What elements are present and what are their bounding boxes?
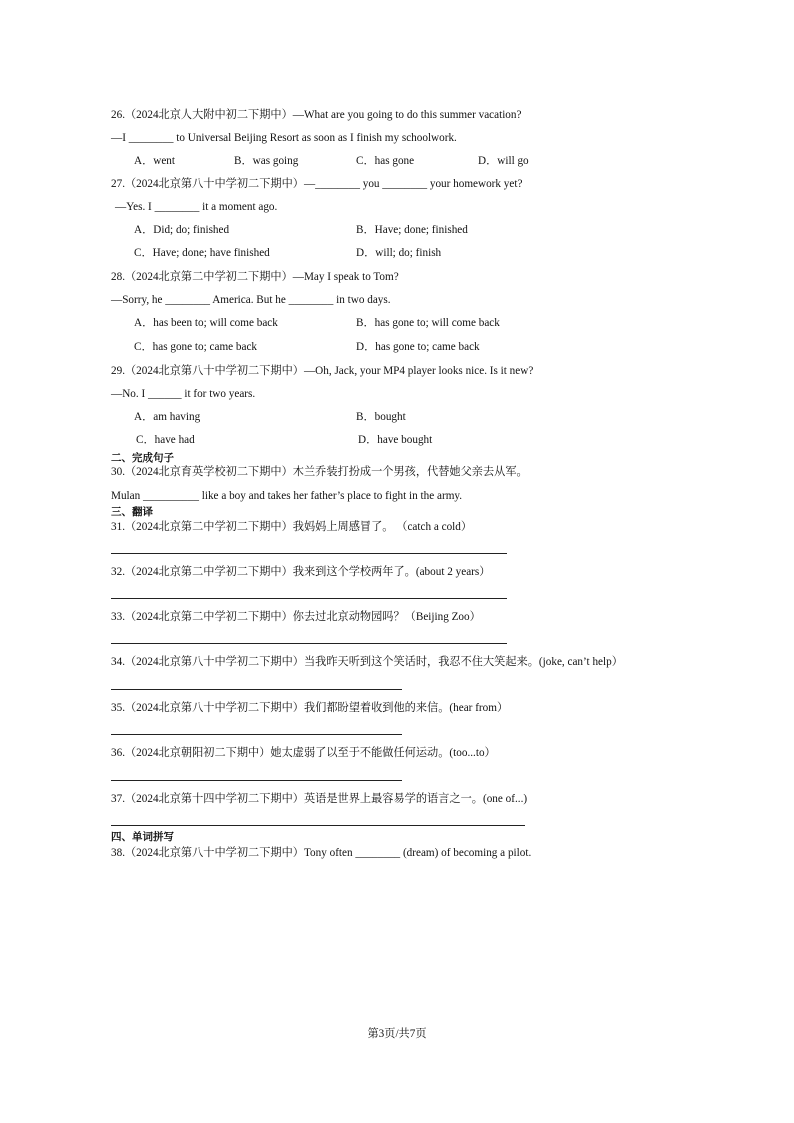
q27-option-b: B．Have; done; finished (356, 224, 468, 236)
q28-stem: 28.（2024北京第二中学初二下期中）—May I speak to Tom? (111, 271, 399, 283)
q26-stem: 26.（2024北京人大附中初二下期中）—What are you going to do this summer vacation? (111, 109, 522, 121)
q32-prompt: 32.（2024北京第二中学初二下期中）我来到这个学校两年了。(about 2 years） (111, 566, 491, 578)
q26-line2: —I ________ to Universal Beijing Resort as soon as I finish my schoolwork. (111, 132, 457, 144)
section-heading-complete-sentences: 二、完成句子 (111, 452, 174, 464)
page-number: 第3页/共7页 (367, 1028, 427, 1040)
q32-answer-line[interactable] (111, 598, 507, 599)
q35-prompt: 35.（2024北京第八十中学初二下期中）我们都盼望着收到他的来信。(hear from） (111, 702, 509, 714)
section-heading-translation: 三、翻译 (111, 506, 153, 518)
q36-answer-line[interactable] (111, 780, 402, 781)
q29-option-a: A．am having (134, 411, 201, 423)
q31-answer-line[interactable] (111, 553, 507, 554)
q26-option-d: D．will go (478, 155, 529, 167)
q37-answer-line[interactable] (111, 825, 525, 826)
q28-line2: —Sorry, he ________ America. But he ________ in two days. (111, 294, 391, 306)
q31-prompt: 31.（2024北京第二中学初二下期中）我妈妈上周感冒了。 （catch a cold） (111, 521, 473, 533)
q29-option-b: B．bought (356, 411, 406, 423)
section-heading-spelling: 四、单词拼写 (111, 831, 174, 843)
q36-prompt: 36.（2024北京朝阳初二下期中）她太虚弱了以至于不能做任何运动。(too...to） (111, 747, 496, 759)
q38-stem: 38.（2024北京第八十中学初二下期中）Tony often ________ (dream) of becoming a pilot. (111, 847, 532, 859)
q26-option-b: B．was going (234, 155, 299, 167)
q29-option-c: C．have had (136, 434, 195, 446)
q27-option-a: A．Did; do; finished (134, 224, 230, 236)
q33-prompt: 33.（2024北京第二中学初二下期中）你去过北京动物园吗？（Beijing Zoo） (111, 611, 481, 623)
q27-option-c: C．Have; done; have finished (134, 247, 270, 259)
q29-stem: 29.（2024北京第八十中学初二下期中）—Oh, Jack, your MP4 player looks nice. Is it new? (111, 365, 534, 377)
q28-option-c: C．has gone to; came back (134, 341, 258, 353)
q29-line2: —No. I ______ it for two years. (111, 388, 256, 400)
q34-answer-line[interactable] (111, 689, 402, 690)
q26-option-c: C．has gone (356, 155, 415, 167)
q34-prompt: 34.（2024北京第八十中学初二下期中）当我昨天听到这个笑话时，我忍不住大笑起来。(joke, can’t help） (111, 656, 623, 668)
q27-line2: —Yes. I ________ it a moment ago. (115, 201, 278, 213)
q28-option-b: B．has gone to; will come back (356, 317, 500, 329)
q28-option-a: A．has been to; will come back (134, 317, 278, 329)
q29-option-d: D．have bought (358, 434, 433, 446)
q26-option-a: A．went (134, 155, 176, 167)
q30-stem: 30.（2024北京育英学校初二下期中）木兰乔装打扮成一个男孩，代替她父亲去从军。 (111, 466, 528, 478)
q35-answer-line[interactable] (111, 734, 402, 735)
q27-option-d: D．will; do; finish (356, 247, 442, 259)
q30-line: Mulan __________ like a boy and takes her father’s place to fight in the army. (111, 490, 463, 502)
q37-prompt: 37.（2024北京第十四中学初二下期中）英语是世界上最容易学的语言之一。(one of...) (111, 793, 528, 805)
q28-option-d: D．has gone to; came back (356, 341, 480, 353)
q33-answer-line[interactable] (111, 643, 507, 644)
q27-stem: 27.（2024北京第八十中学初二下期中）—________ you ________ your homework yet? (111, 178, 523, 190)
